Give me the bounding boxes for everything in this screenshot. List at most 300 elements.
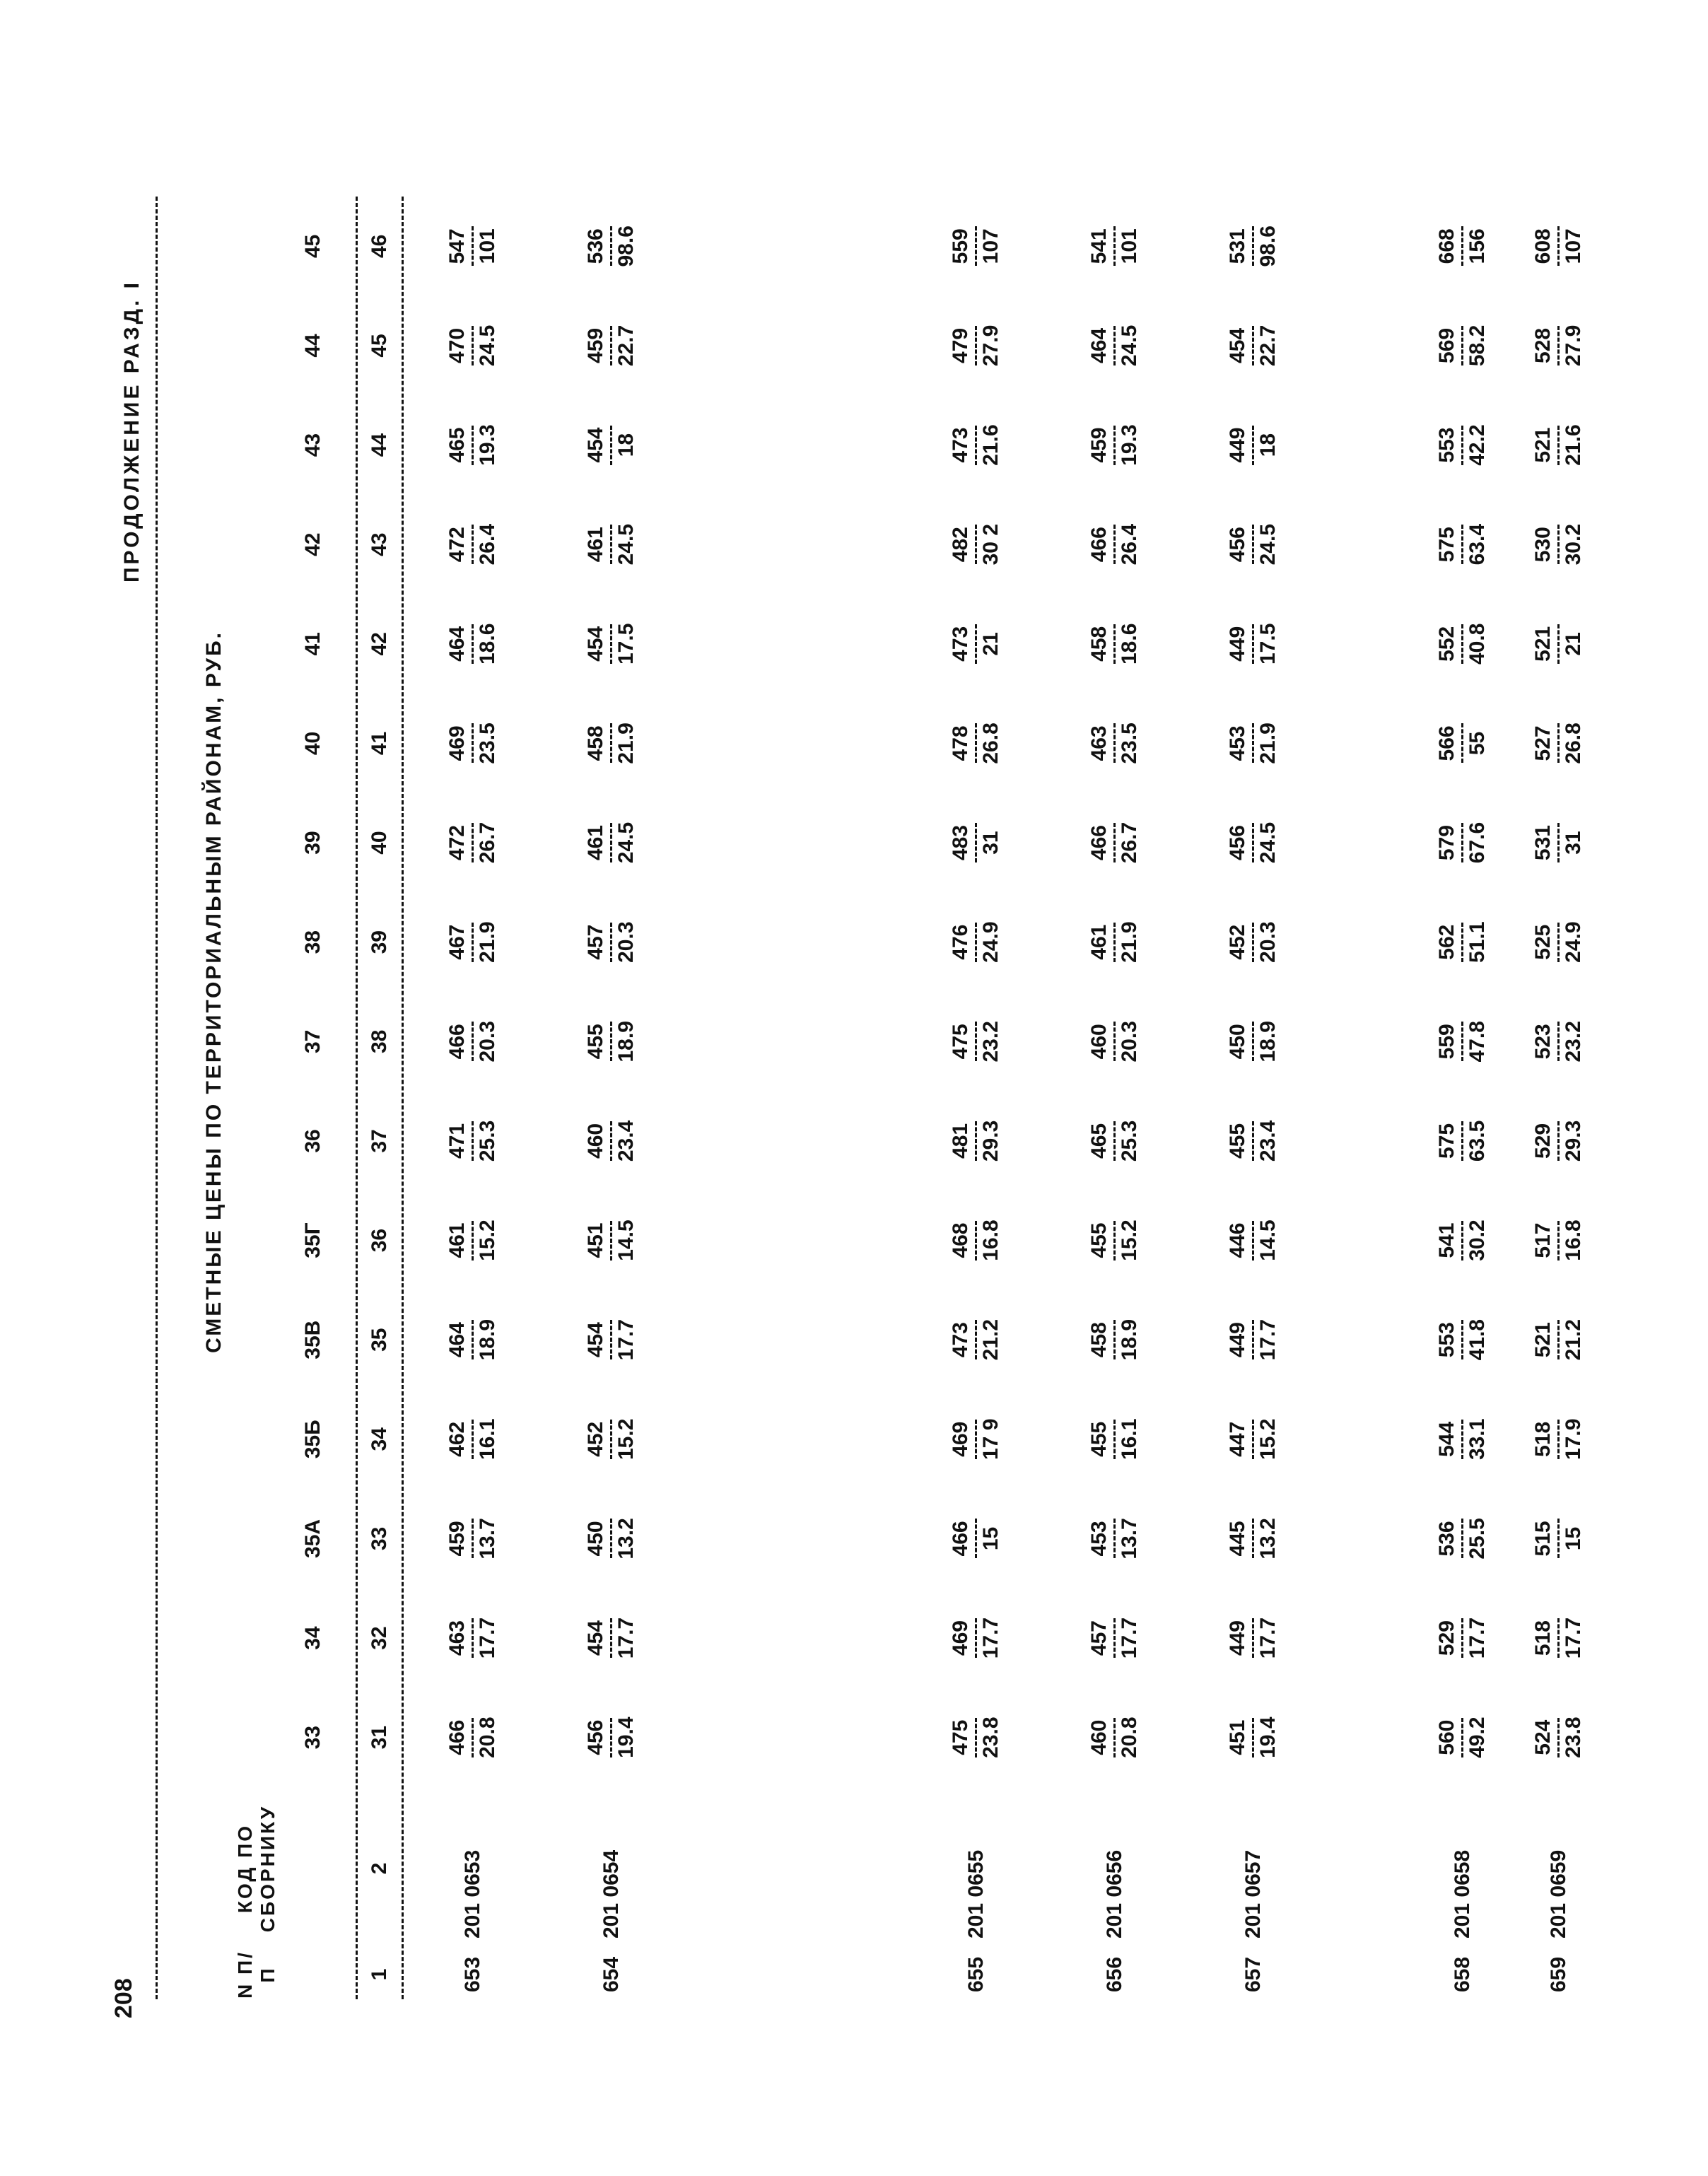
price-component: 15.2 [1256, 1418, 1280, 1461]
price-cell [446, 395, 500, 495]
price-cell [1532, 1489, 1586, 1589]
price-cell [949, 395, 1003, 495]
price-component: 21.2 [1562, 1319, 1585, 1361]
price-component: 17.9 [1562, 1418, 1585, 1461]
fraction-bar [1461, 326, 1463, 365]
fraction-bar [1252, 923, 1254, 962]
price-fraction [1436, 424, 1489, 465]
fraction-bar [1557, 1022, 1560, 1061]
price-component: 30.2 [1562, 524, 1585, 566]
price-value: 479 [949, 327, 972, 363]
price-component: 23.2 [979, 1021, 1002, 1063]
price-fraction [1436, 1518, 1489, 1559]
region-header: 35В [301, 1320, 324, 1359]
price-fraction [1436, 1121, 1489, 1162]
price-component: 21.2 [979, 1319, 1002, 1361]
price-fraction [949, 1219, 1002, 1260]
fraction-bar [975, 1519, 977, 1558]
price-value: 459 [584, 327, 607, 363]
code-header: КОД ПО СБОРНИКУ [234, 1804, 279, 1933]
region-header: 35А [301, 1519, 324, 1558]
price-value: 452 [584, 1421, 607, 1457]
price-component: 26.7 [1118, 821, 1141, 864]
fraction-bar [1557, 1121, 1560, 1161]
table-row [949, 197, 1003, 1999]
table-row [1227, 197, 1280, 1999]
price-fraction [1532, 226, 1585, 266]
region-header: 33 [301, 1726, 324, 1750]
price-cell [1088, 395, 1142, 495]
price-cell [585, 1489, 638, 1589]
price-value: 451 [584, 1222, 607, 1258]
price-component: 51.1 [1466, 921, 1489, 963]
price-fraction [585, 1717, 638, 1758]
price-component: 18.9 [1118, 1319, 1141, 1361]
fraction-bar [975, 1022, 977, 1061]
price-component: 21.6 [1562, 424, 1585, 466]
price-fraction [1532, 1419, 1585, 1460]
price-value: 466 [1087, 527, 1111, 563]
fraction-bar [1557, 1618, 1560, 1658]
fraction-bar [1557, 1519, 1560, 1558]
price-component: 18.9 [1256, 1021, 1280, 1063]
price-fraction [1227, 922, 1280, 963]
price-fraction [585, 1021, 638, 1062]
price-component: 17 9 [979, 1418, 1002, 1461]
price-component: 13.7 [1118, 1518, 1141, 1560]
fraction-bar [1252, 326, 1254, 365]
price-component: 18.9 [614, 1021, 638, 1063]
price-value: 445 [1226, 1521, 1249, 1557]
fraction-bar [610, 1320, 612, 1359]
fraction-bar [1557, 326, 1560, 365]
price-value: 566 [1435, 725, 1458, 761]
price-grid [158, 197, 1586, 1999]
fraction-bar [610, 1519, 612, 1558]
price-fraction [1227, 822, 1280, 863]
price-component: 33.1 [1466, 1418, 1489, 1461]
price-fraction [1532, 723, 1585, 764]
price-value: 518 [1531, 1421, 1555, 1457]
price-fraction [1532, 922, 1585, 963]
price-value: 525 [1531, 924, 1555, 960]
price-value: 460 [1087, 1024, 1111, 1060]
price-component: 49.2 [1466, 1716, 1489, 1758]
price-cell [446, 694, 500, 793]
price-cell [446, 296, 500, 396]
price-cell [949, 1092, 1003, 1191]
price-value: 457 [1087, 1620, 1111, 1656]
price-value: 575 [1435, 527, 1458, 563]
price-component: 16.8 [1562, 1219, 1585, 1261]
page-number: 208 [110, 1978, 137, 2018]
fraction-bar [610, 525, 612, 564]
price-value: 475 [949, 1024, 972, 1060]
price-cell [949, 1687, 1003, 1787]
price-value: 461 [584, 527, 607, 563]
price-component: 47.8 [1466, 1021, 1489, 1063]
price-value: 608 [1531, 228, 1555, 264]
price-value: 454 [584, 1322, 607, 1358]
fraction-bar [975, 1121, 977, 1161]
fraction-bar [1461, 426, 1463, 465]
region-header: 43 [301, 433, 324, 457]
fraction-bar [1113, 1420, 1116, 1459]
price-value: 569 [1435, 327, 1458, 363]
price-fraction [1532, 823, 1585, 862]
fraction-bar [1461, 624, 1463, 664]
fraction-bar [1557, 226, 1560, 266]
row-code: 201 0659 [1547, 1849, 1570, 1938]
price-component: 98.6 [614, 226, 638, 267]
fraction-bar [1113, 1121, 1116, 1161]
price-cell [1436, 1191, 1490, 1290]
price-component: 13.2 [1256, 1518, 1280, 1560]
price-fraction [949, 1021, 1002, 1062]
table-row [1088, 197, 1142, 1999]
price-fraction [949, 1121, 1002, 1162]
price-component: 58.2 [1466, 324, 1489, 367]
price-cell [585, 1687, 638, 1787]
fraction-bar [472, 723, 474, 763]
price-component: 15.2 [1118, 1219, 1141, 1261]
price-fraction [1088, 723, 1141, 764]
fraction-bar [1113, 326, 1116, 365]
price-cell [1436, 793, 1490, 893]
price-cell [585, 395, 638, 495]
price-cell [949, 1390, 1003, 1490]
price-cell [1436, 395, 1490, 495]
price-component: 15 [1562, 1526, 1585, 1551]
price-value: 547 [445, 228, 469, 264]
price-fraction [1088, 1219, 1141, 1260]
price-component: 31 [1562, 831, 1585, 855]
region-header: 36 [301, 1129, 324, 1153]
price-cell [446, 1191, 500, 1290]
price-value: 464 [1087, 327, 1111, 363]
n-pp-header: N П/П [234, 1950, 279, 1999]
price-fraction [446, 1717, 499, 1758]
price-cell [1436, 1390, 1490, 1490]
price-cell [585, 1092, 638, 1191]
fraction-bar [610, 1022, 612, 1061]
fraction-bar [1461, 1320, 1463, 1359]
column-number: 39 [368, 930, 391, 954]
price-component: 63.5 [1466, 1120, 1489, 1162]
row-code: 201 0653 [461, 1849, 484, 1938]
price-value: 449 [1226, 626, 1249, 662]
price-fraction [1436, 624, 1489, 665]
fraction-bar [1461, 1121, 1463, 1161]
price-fraction [1227, 1021, 1280, 1062]
price-component: 24.5 [476, 324, 499, 367]
price-cell [1227, 793, 1280, 893]
price-cell [1088, 694, 1142, 793]
region-header: 35Б [301, 1420, 324, 1459]
price-value: 541 [1087, 228, 1111, 264]
price-value: 455 [1226, 1123, 1249, 1159]
price-cell [949, 495, 1003, 595]
price-component: 20.3 [1256, 921, 1280, 963]
price-fraction [1532, 424, 1585, 465]
price-fraction [1532, 1319, 1585, 1360]
price-cell [1436, 892, 1490, 992]
price-component: 18 [1256, 433, 1280, 457]
price-value: 465 [445, 427, 469, 463]
price-value: 483 [949, 825, 972, 861]
price-component: 27.9 [979, 324, 1002, 367]
price-component: 15 [979, 1526, 1002, 1551]
price-component: 17.7 [1256, 1617, 1280, 1659]
price-fraction [446, 922, 499, 963]
price-value: 475 [949, 1719, 972, 1755]
price-fraction [1436, 226, 1489, 266]
price-fraction [585, 524, 638, 565]
price-fraction [585, 1121, 638, 1162]
column-number: 2 [368, 1862, 391, 1875]
price-fraction [1436, 1021, 1489, 1062]
price-value: 453 [1087, 1521, 1111, 1557]
fraction-bar [1113, 1221, 1116, 1260]
fraction-bar [610, 1420, 612, 1459]
price-component: 23.5 [1118, 723, 1141, 764]
row-number: 653 [461, 1956, 484, 1993]
region-header: 40 [301, 731, 324, 756]
price-value: 466 [1087, 825, 1111, 861]
price-value: 529 [1435, 1620, 1458, 1656]
price-component: 15.2 [614, 1418, 638, 1461]
price-component: 25.3 [476, 1120, 499, 1162]
price-component: 24.5 [1256, 821, 1280, 864]
price-component: 26.8 [979, 723, 1002, 764]
price-cell [1436, 495, 1490, 595]
price-cell [1088, 992, 1142, 1092]
region-header: 41 [301, 632, 324, 656]
price-cell [1227, 1489, 1280, 1589]
price-value: 455 [1087, 1222, 1111, 1258]
price-fraction [1436, 1618, 1489, 1659]
price-cell [1532, 1390, 1586, 1490]
price-fraction [949, 424, 1002, 465]
price-fraction [446, 424, 499, 465]
price-cell [1532, 1290, 1586, 1390]
fraction-bar [1461, 723, 1463, 763]
fraction-bar [1113, 923, 1116, 962]
price-fraction [1436, 1319, 1489, 1360]
price-value: 521 [1531, 427, 1555, 463]
price-cell [1227, 296, 1280, 396]
price-component: 21.9 [476, 921, 499, 963]
price-component: 23.2 [1562, 1021, 1585, 1063]
fraction-bar [1252, 1618, 1254, 1658]
price-component: 21 [979, 632, 1002, 656]
price-value: 469 [445, 725, 469, 761]
price-component: 13.2 [614, 1518, 638, 1560]
price-cell [949, 793, 1003, 893]
price-fraction [1532, 624, 1585, 664]
price-value: 450 [1226, 1024, 1249, 1060]
fraction-bar [1113, 723, 1116, 763]
price-cell [1227, 595, 1280, 694]
column-number: 31 [368, 1726, 391, 1750]
price-value: 517 [1531, 1222, 1555, 1258]
price-component: 156 [1466, 228, 1489, 264]
price-cell [1227, 395, 1280, 495]
price-value: 461 [584, 825, 607, 861]
price-value: 450 [584, 1521, 607, 1557]
fraction-bar [1252, 1121, 1254, 1161]
price-cell [585, 595, 638, 694]
price-fraction [1436, 922, 1489, 963]
price-value: 531 [1226, 228, 1249, 264]
fraction-bar [1113, 1519, 1116, 1558]
price-value: 459 [1087, 427, 1111, 463]
price-fraction [949, 1519, 1002, 1558]
price-fraction [1088, 1121, 1141, 1162]
price-cell [1532, 395, 1586, 495]
price-component: 17.5 [614, 623, 638, 665]
fraction-bar [975, 624, 977, 664]
price-fraction [585, 325, 638, 366]
price-cell [446, 1589, 500, 1688]
price-cell [585, 1191, 638, 1290]
price-fraction [1436, 1717, 1489, 1758]
fraction-bar [1557, 923, 1560, 962]
fraction-bar [1252, 1718, 1254, 1757]
column-number: 38 [368, 1029, 391, 1053]
price-value: 449 [1226, 427, 1249, 463]
fraction-bar [472, 1022, 474, 1061]
price-component: 107 [1562, 228, 1585, 264]
price-component: 16.1 [476, 1418, 499, 1461]
price-cell [949, 1589, 1003, 1688]
price-value: 531 [1531, 825, 1555, 861]
price-value: 471 [445, 1123, 469, 1159]
fraction-bar [975, 1618, 977, 1658]
price-value: 467 [445, 924, 469, 960]
price-value: 454 [584, 427, 607, 463]
column-number: 32 [368, 1626, 391, 1650]
price-fraction [1532, 1219, 1585, 1260]
price-cell [1227, 1092, 1280, 1191]
price-cell [1088, 1687, 1142, 1787]
price-cell [1436, 595, 1490, 694]
price-cell [446, 495, 500, 595]
price-component: 18.6 [1118, 623, 1141, 665]
price-component: 23.8 [1562, 1716, 1585, 1758]
fraction-bar [472, 624, 474, 664]
price-component: 41.8 [1466, 1319, 1489, 1361]
price-cell [1088, 1489, 1142, 1589]
price-fraction [1532, 1021, 1585, 1062]
price-cell [949, 892, 1003, 992]
fraction-bar [472, 823, 474, 862]
price-value: 469 [949, 1620, 972, 1656]
continuation-label: ПРОДОЛЖЕНИЕ РАЗД. I [120, 280, 144, 583]
table-row [585, 197, 638, 1999]
price-cell [1088, 595, 1142, 694]
price-component: 17.7 [614, 1319, 638, 1361]
row-number: 656 [1103, 1956, 1126, 1993]
price-component: 17.5 [1256, 623, 1280, 665]
price-value: 559 [1435, 1024, 1458, 1060]
price-cell [1436, 197, 1490, 296]
fraction-bar [1113, 1718, 1116, 1757]
fraction-bar [472, 923, 474, 962]
price-value: 536 [1435, 1521, 1458, 1557]
fraction-bar [472, 1718, 474, 1757]
price-value: 454 [584, 1620, 607, 1656]
price-fraction [585, 1518, 638, 1559]
price-cell [1532, 495, 1586, 595]
price-component: 29.3 [1562, 1120, 1585, 1162]
price-fraction [446, 1518, 499, 1559]
price-component: 17.7 [1562, 1617, 1585, 1659]
fraction-bar [610, 226, 612, 266]
fraction-bar [975, 326, 977, 365]
price-component: 19.4 [1256, 1716, 1280, 1758]
price-value: 469 [949, 1421, 972, 1457]
price-value: 482 [949, 527, 972, 563]
price-fraction [949, 1717, 1002, 1758]
price-fraction [949, 1319, 1002, 1360]
price-cell [585, 892, 638, 992]
fraction-bar [472, 1121, 474, 1161]
price-cell [1436, 296, 1490, 396]
price-value: 457 [584, 924, 607, 960]
price-fraction [1088, 226, 1141, 266]
price-fraction [1088, 624, 1141, 665]
price-value: 453 [1226, 725, 1249, 761]
fraction-bar [610, 923, 612, 962]
price-fraction [1436, 822, 1489, 863]
price-fraction [1227, 226, 1280, 267]
fraction-bar [1557, 1221, 1560, 1260]
price-component: 42.2 [1466, 424, 1489, 466]
price-cell [1436, 694, 1490, 793]
fraction-bar [1252, 426, 1254, 465]
price-value: 455 [584, 1024, 607, 1060]
price-component: 26.4 [476, 524, 499, 566]
price-component: 20.3 [1118, 1021, 1141, 1063]
price-fraction [1436, 325, 1489, 366]
price-value: 449 [1226, 1322, 1249, 1358]
price-fraction [1532, 325, 1585, 366]
fraction-bar [975, 1718, 977, 1757]
fraction-bar [610, 426, 612, 465]
price-value: 460 [584, 1123, 607, 1159]
price-fraction [446, 1021, 499, 1062]
column-number: 35 [368, 1328, 391, 1352]
price-component: 19.3 [476, 424, 499, 466]
price-cell [1532, 892, 1586, 992]
price-component: 21.6 [979, 424, 1002, 466]
price-cell [585, 495, 638, 595]
price-cell [1436, 1687, 1490, 1787]
price-cell [585, 197, 638, 296]
price-component: 16.1 [1118, 1418, 1141, 1461]
price-component: 17.7 [1466, 1617, 1489, 1659]
price-cell [585, 1390, 638, 1490]
price-value: 456 [1226, 825, 1249, 861]
fraction-bar [472, 226, 474, 266]
price-fraction [446, 524, 499, 565]
column-number: 44 [368, 433, 391, 457]
price-value: 518 [1531, 1620, 1555, 1656]
price-value: 544 [1435, 1421, 1458, 1457]
price-fraction [1227, 524, 1280, 565]
price-component: 24.5 [1256, 524, 1280, 566]
